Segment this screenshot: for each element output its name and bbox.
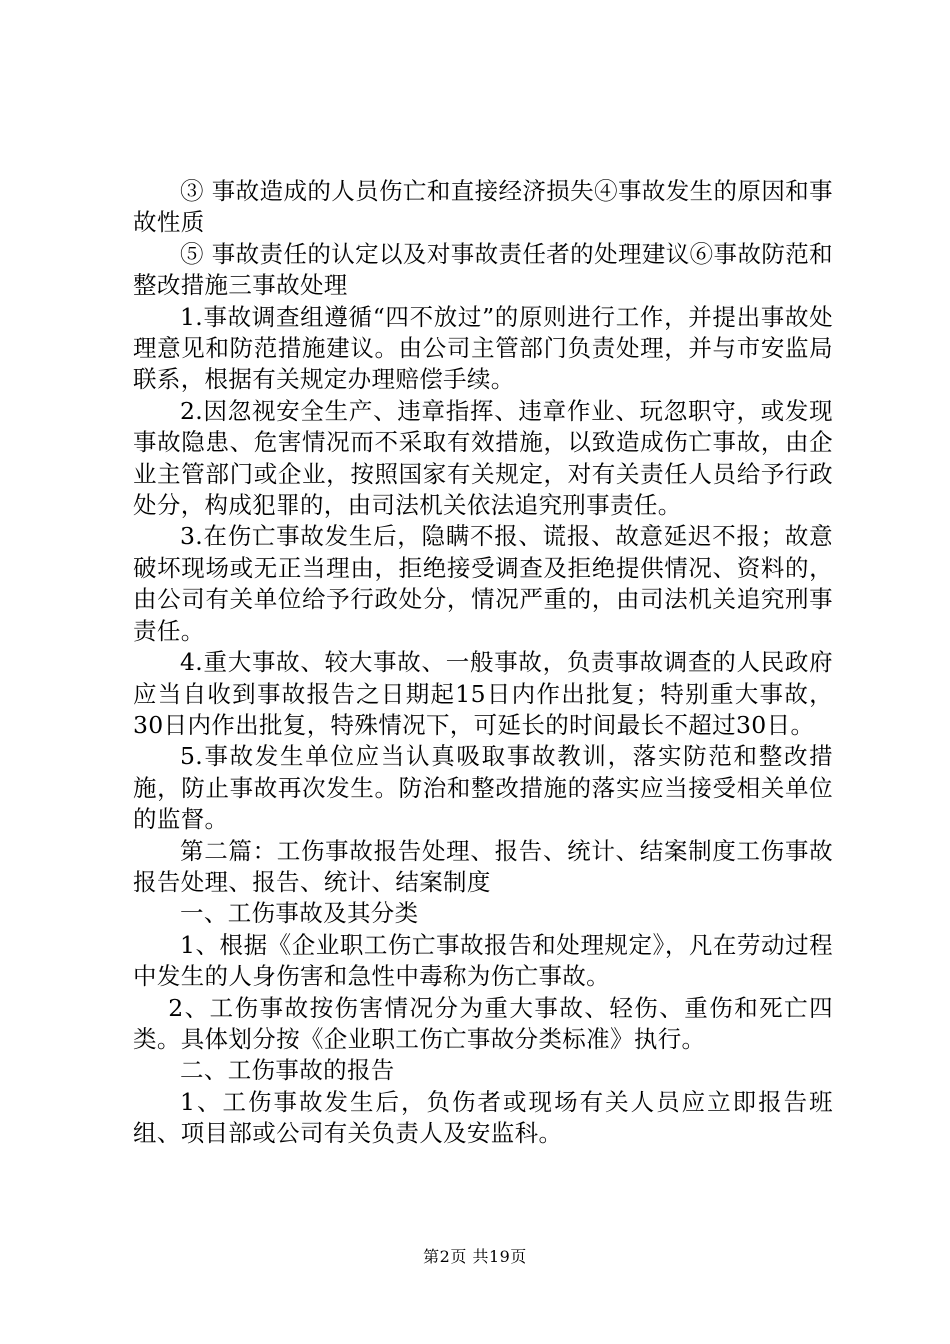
paragraph: 1、工伤事故发生后，负伤者或现场有关人员应立即报告班组、项目部或公司有关负责人及安监科。 (133, 1087, 833, 1148)
paragraph: 2.因忽视安全生产、违章指挥、违章作业、玩忽职守，或发现事故隐患、危害情况而不采取有效措施，以致造成伤亡事故，由企业主管部门或企业，按照国家有关规定，对有关责任人员给予行政处分，构成犯罪的，由司法机关依法追究刑事责任。 (133, 396, 833, 520)
paragraph: 4.重大事故、较大事故、一般事故，负责事故调查的人民政府应当自收到事故报告之日期起15日内作出批复；特别重大事故，30日内作出批复，特殊情况下，可延长的时间最长不超过30日。 (133, 648, 833, 739)
section-heading: 第二篇：工伤事故报告处理、报告、统计、结案制度工伤事故报告处理、报告、统计、结案制度 (133, 836, 833, 896)
paragraph: ③ 事故造成的人员伤亡和直接经济损失④事故发生的原因和事故性质 (133, 177, 833, 237)
paragraph: 1.事故调查组遵循“四不放过”的原则进行工作，并提出事故处理意见和防范措施建议。由公司主管部门负责处理，并与市安监局联系，根据有关规定办理赔偿手续。 (133, 302, 833, 394)
paragraph: 1、根据《企业职工伤亡事故报告和处理规定》，凡在劳动过程中发生的人身伤害和急性中毒称为伤亡事故。 (133, 930, 833, 991)
paragraph: 5.事故发生单位应当认真吸取事故教训，落实防范和整改措施，防止事故再次发生。防治和整改措施的落实应当接受相关单位的监督。 (133, 742, 833, 834)
paragraph: 2、工伤事故按伤害情况分为重大事故、轻伤、重伤和死亡四类。具体划分按《企业职工伤亡事故分类标准》执行。 (133, 993, 833, 1053)
page-number-footer: 第2页 共19页 (423, 1247, 527, 1266)
subsection-heading: 二、工伤事故的报告 (180, 1056, 395, 1085)
paragraph: 3.在伤亡事故发生后，隐瞒不报、谎报、故意延迟不报；故意破坏现场或无正当理由，拒绝接受调查及拒绝提供情况、资料的，由公司有关单位给予行政处分，情况严重的，由司法机关追究刑事责任。 (133, 522, 833, 645)
paragraph: ⑤ 事故责任的认定以及对事故责任者的处理建议⑥事故防范和整改措施三事故处理 (133, 239, 833, 300)
subsection-heading: 一、工伤事故及其分类 (180, 899, 419, 928)
document-body (133, 176, 833, 1150)
